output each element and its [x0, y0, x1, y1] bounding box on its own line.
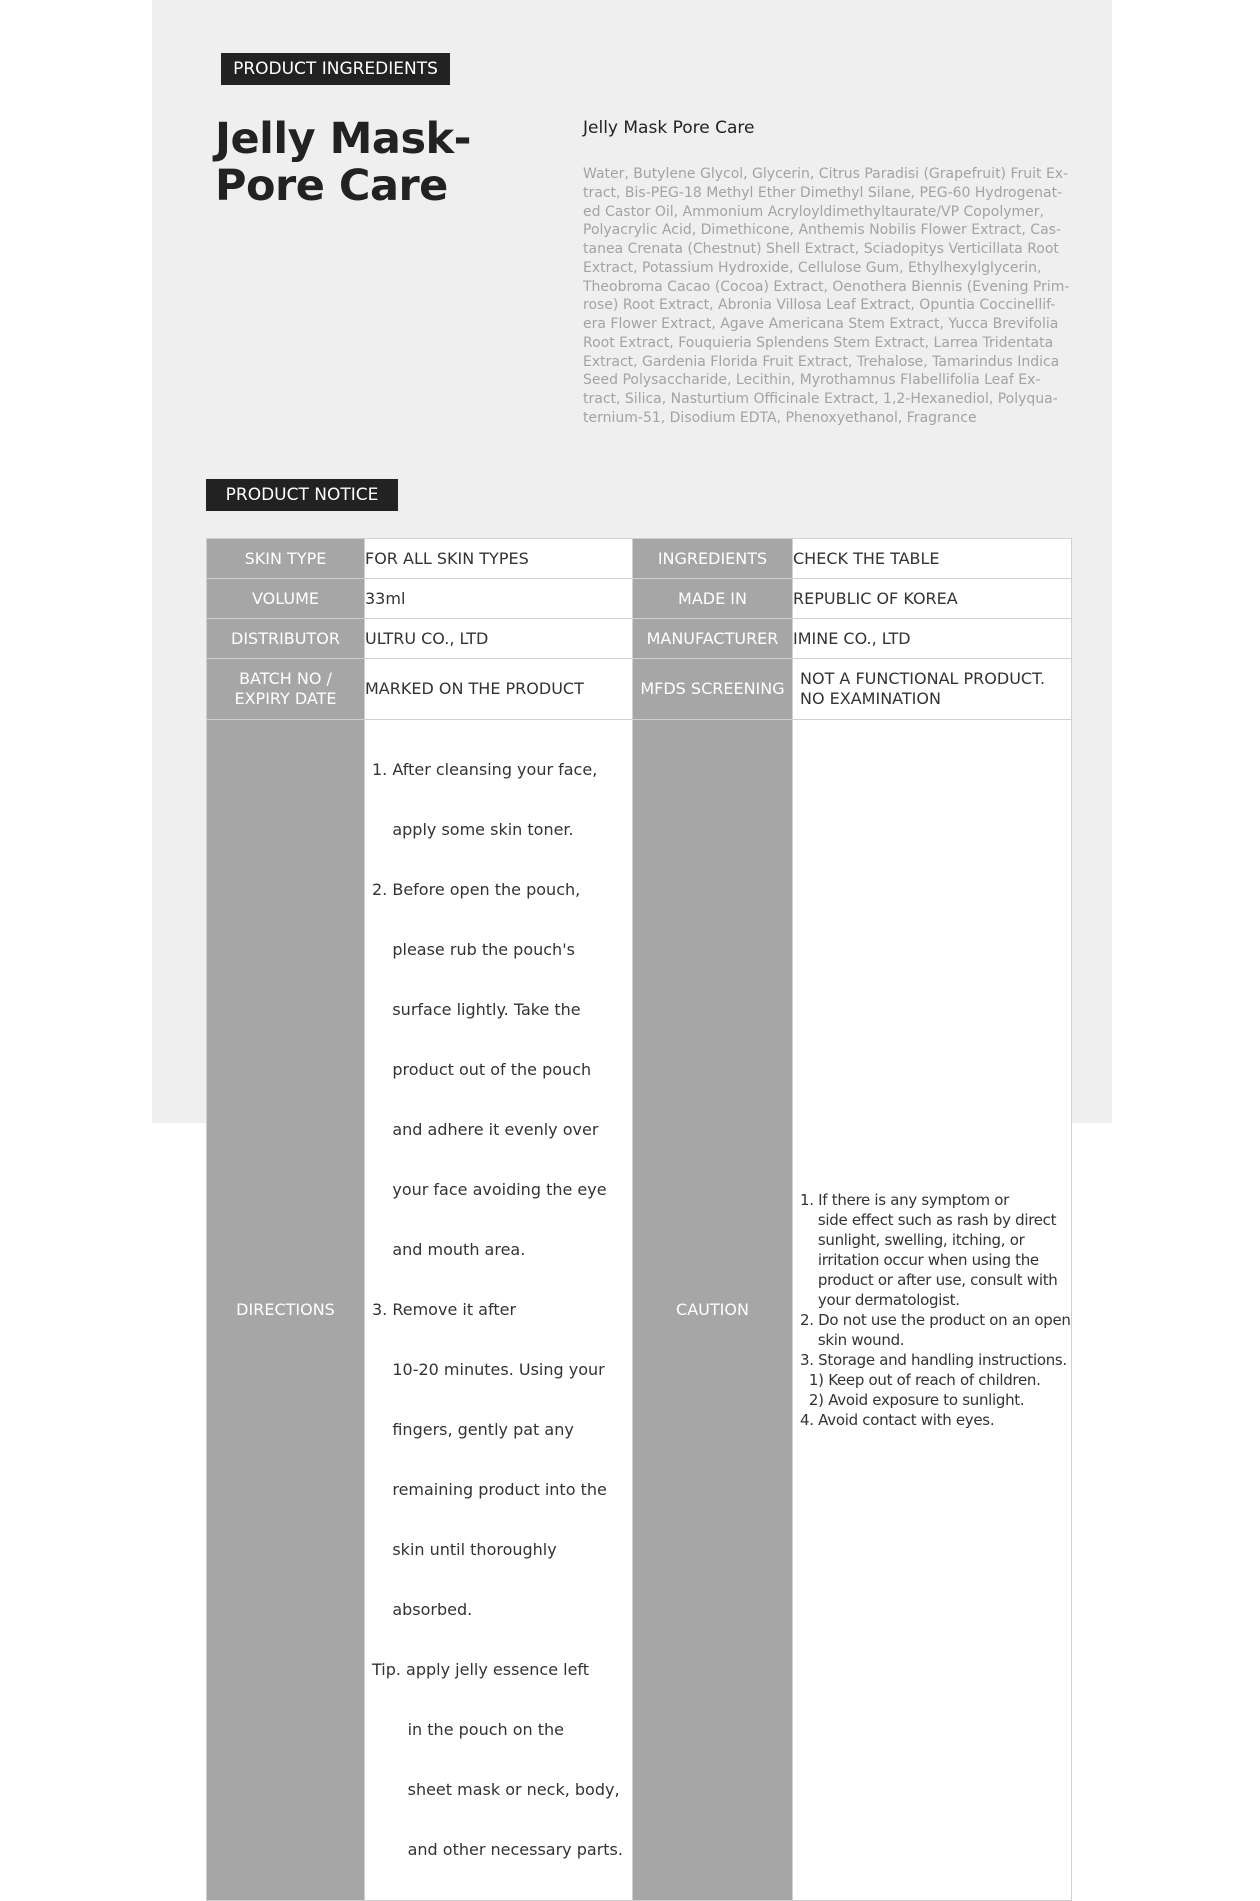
ingredients-line: Extract, Potassium Hydroxide, Cellulose Gum, Ethylhexylglycerin, — [583, 259, 1042, 276]
ingredients-line: Water, Butylene Glycol, Glycerin, Citrus Paradisi (Grapefruit) Fruit Ex- — [583, 166, 1069, 182]
ingredients-line: ternium-51, Disodium EDTA, Phenoxyethanol, Fragrance — [583, 409, 977, 426]
directions-line: your face avoiding the eye — [372, 1180, 607, 1199]
ingredients-line: Extract, Gardenia Florida Fruit Extract, Trehalose, Tamarindus Indica — [583, 353, 1060, 370]
volume-label: VOLUME — [207, 579, 365, 619]
ingredients-subtitle: Jelly Mask Pore Care — [583, 118, 755, 138]
batch-label-line: EXPIRY DATE — [234, 689, 337, 708]
batch-label-line: BATCH NO / — [239, 669, 332, 688]
directions-label: DIRECTIONS — [207, 720, 365, 1901]
caution-line: 3. Storage and handling instructions. — [800, 1351, 1067, 1369]
directions-line: absorbed. — [372, 1600, 473, 1619]
volume-value: 33ml — [365, 579, 633, 619]
caution-line: sunlight, swelling, itching, or — [800, 1231, 1025, 1249]
table-row — [207, 539, 1072, 579]
mfds-value-line: NOT A FUNCTIONAL PRODUCT. — [800, 669, 1046, 688]
ingredients-line: tract, Silica, Nasturtium Officinale Extract, 1,2-Hexanediol, Polyqua- — [583, 391, 1058, 407]
skin-type-label: SKIN TYPE — [207, 539, 365, 579]
mfds-value — [793, 659, 1072, 720]
caution-line: 1) Keep out of reach of children. — [800, 1371, 1041, 1389]
directions-line: and mouth area. — [372, 1240, 526, 1259]
distributor-value: ULTRU CO., LTD — [365, 619, 633, 659]
ingredients-line: era Flower Extract, Agave Americana Stem Extract, Yucca Brevifolia — [583, 316, 1059, 332]
directions-value — [365, 720, 633, 1901]
caution-value — [793, 720, 1072, 1901]
batch-expiry-value: MARKED ON THE PRODUCT — [365, 659, 633, 720]
directions-line: sheet mask or neck, body, — [372, 1780, 620, 1799]
made-in-label: MADE IN — [633, 579, 793, 619]
ingredients-value: CHECK THE TABLE — [793, 539, 1072, 579]
ingredients-line: tanea Crenata (Chestnut) Shell Extract, Sciadopitys Verticillata Root — [583, 241, 1059, 257]
ingredients-line: Root Extract, Fouquieria Splendens Stem Extract, Larrea Tridentata — [583, 334, 1054, 351]
mfds-label: MFDS SCREENING — [633, 659, 793, 720]
directions-line: and adhere it evenly over — [372, 1120, 599, 1139]
product-title-line: Pore Care — [215, 161, 448, 211]
directions-line: apply some skin toner. — [372, 820, 574, 839]
directions-line: in the pouch on the — [372, 1720, 564, 1739]
directions-line: fingers, gently pat any — [372, 1420, 574, 1439]
distributor-label: DISTRIBUTOR — [207, 619, 365, 659]
manufacturer-label: MANUFACTURER — [633, 619, 793, 659]
notice-badge: PRODUCT NOTICE — [206, 479, 398, 511]
mfds-value-line: NO EXAMINATION — [800, 689, 941, 708]
product-notice-table — [206, 538, 1072, 1901]
ingredients-line: tract, Bis-PEG-18 Methyl Ether Dimethyl Silane, PEG-60 Hydrogenat- — [583, 184, 1063, 201]
caution-line: 4. Avoid contact with eyes. — [800, 1411, 995, 1429]
product-title-line: Jelly Mask- — [215, 114, 471, 164]
caution-label: CAUTION — [633, 720, 793, 1901]
table-row — [207, 579, 1072, 619]
ingredients-line: Polyacrylic Acid, Dimethicone, Anthemis Nobilis Flower Extract, Cas- — [583, 222, 1062, 239]
ingredients-line: rose) Root Extract, Abronia Villosa Leaf Extract, Opuntia Coccinellif- — [583, 297, 1056, 314]
ingredients-line: ed Castor Oil, Ammonium Acryloyldimethyltaurate/VP Copolymer, — [583, 203, 1044, 220]
table-row — [207, 659, 1072, 720]
batch-expiry-label — [207, 659, 365, 720]
made-in-value: REPUBLIC OF KOREA — [793, 579, 1072, 619]
caution-line: 2. Do not use the product on an open — [800, 1311, 1071, 1329]
product-title — [215, 116, 535, 210]
directions-line: 3. Remove it after — [372, 1300, 517, 1319]
ingredients-badge: PRODUCT INGREDIENTS — [221, 53, 450, 85]
directions-line: remaining product into the — [372, 1480, 607, 1499]
caution-line: 1. If there is any symptom or — [800, 1191, 1010, 1209]
ingredients-line: Seed Polysaccharide, Lecithin, Myrothamnus Flabellifolia Leaf Ex- — [583, 372, 1041, 389]
caution-line: irritation occur when using the — [800, 1251, 1039, 1269]
directions-line: product out of the pouch — [372, 1060, 592, 1079]
ingredients-list — [583, 165, 1069, 428]
directions-line: and other necessary parts. — [372, 1840, 623, 1859]
directions-line: surface lightly. Take the — [372, 1000, 581, 1019]
directions-line: skin until thoroughly — [372, 1540, 557, 1559]
ingredients-label: INGREDIENTS — [633, 539, 793, 579]
directions-line: 10-20 minutes. Using your — [372, 1360, 605, 1379]
table-row — [207, 720, 1072, 1901]
caution-line: your dermatologist. — [800, 1291, 960, 1309]
skin-type-value: FOR ALL SKIN TYPES — [365, 539, 633, 579]
directions-line: 2. Before open the pouch, — [372, 880, 581, 899]
directions-line: Tip. apply jelly essence left — [372, 1660, 590, 1679]
caution-line: product or after use, consult with — [800, 1271, 1058, 1289]
caution-line: side effect such as rash by direct — [800, 1211, 1057, 1229]
caution-line: 2) Avoid exposure to sunlight. — [800, 1391, 1025, 1409]
manufacturer-value: IMINE CO., LTD — [793, 619, 1072, 659]
ingredients-line: Theobroma Cacao (Cocoa) Extract, Oenothera Biennis (Evening Prim- — [583, 278, 1070, 295]
directions-line: please rub the pouch's — [372, 940, 575, 959]
directions-line: 1. After cleansing your face, — [372, 760, 598, 779]
table-row — [207, 619, 1072, 659]
caution-line: skin wound. — [800, 1331, 905, 1349]
